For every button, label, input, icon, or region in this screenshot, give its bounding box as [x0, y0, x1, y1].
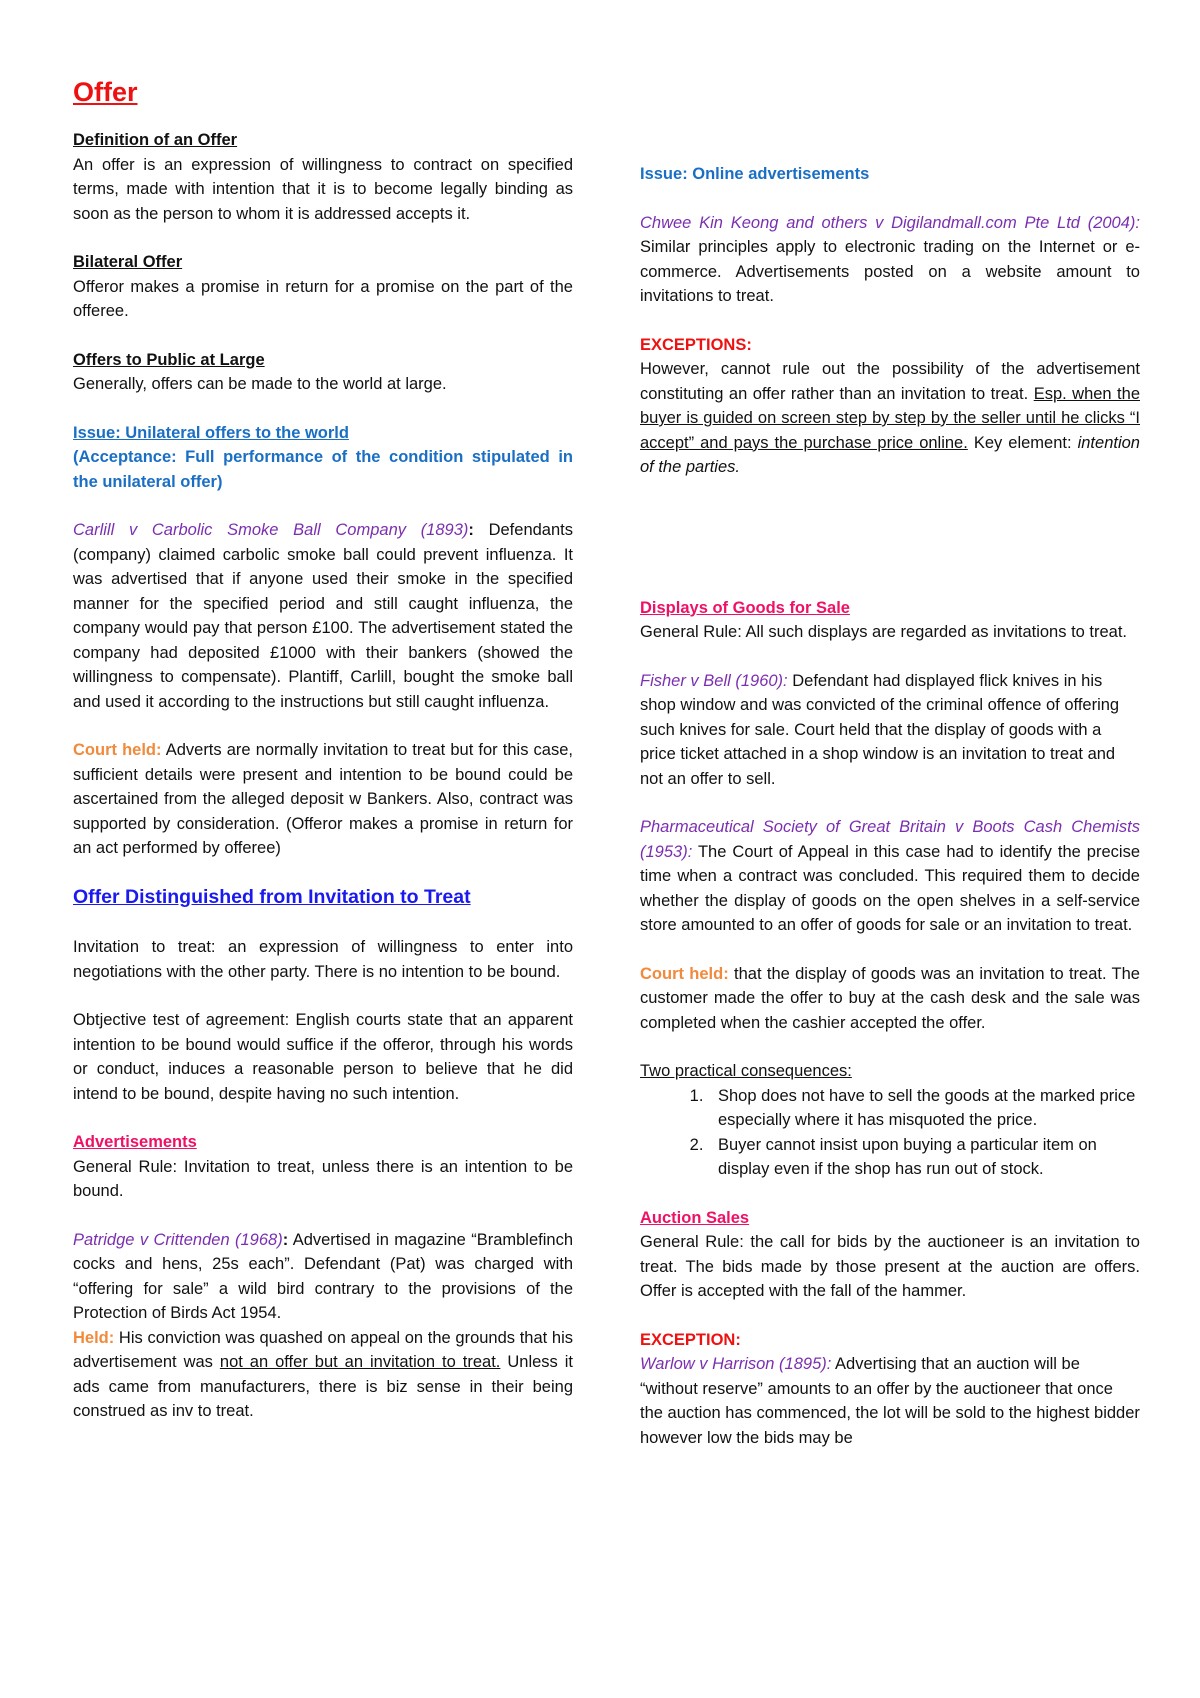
carlill-case [73, 518, 573, 714]
carlill-held [73, 738, 573, 861]
patridge-case [73, 1228, 573, 1424]
adverts-body: General Rule: Invitation to treat, unless there is an intention to be bound. [73, 1157, 573, 1200]
exceptions-body: However, cannot rule out the possibility of the advertisement constituting an offer rather than an invitation to treat. [640, 360, 1140, 403]
unilateral-issue-section [73, 421, 573, 495]
definition-section [73, 128, 573, 226]
exceptions-section [640, 333, 1140, 480]
boots-case [640, 815, 1140, 938]
adverts-section [73, 1130, 573, 1204]
held-body: Adverts are normally invitation to treat but for this case, sufficient details were present and intention to be bound could be ascertained from the alleged deposit w Bankers. Also, contract was supported by consideration. (Offeror makes a promise in return for an act performed by offeree) [73, 741, 573, 857]
definition-body: An offer is an expression of willingness to contract on specified terms, made with intention that it is to become legally binding as soon as the person to whom it is addressed accepts it. [73, 155, 573, 223]
case-separator: : [282, 1230, 289, 1249]
unilateral-issue-subheading: (Acceptance: Full performance of the condition stipulated in the unilateral offer) [73, 448, 573, 491]
online-issue-heading: Issue: Online advertisements [640, 165, 870, 183]
case-separator: : [468, 521, 474, 539]
boots-held [640, 962, 1140, 1036]
page-title: Offer [73, 77, 138, 107]
fisher-paragraph [640, 669, 1140, 792]
auction-exception-heading: EXCEPTION: [640, 1330, 741, 1349]
consequences-heading: Two practical consequences: [640, 1062, 852, 1080]
left-column [73, 76, 573, 1448]
chwee-paragraph [640, 211, 1140, 309]
case-body: Advertised in magazine “Bramblefinch cocks and hens, 25s each”. Defendant (Pat) was charged with “offering for sale” a wild bird contrary to the provisions of the Protection of Birds Act 1954. [73, 1230, 574, 1322]
exceptions-underlined: Esp. when the buyer is guided on screen step by step by the seller until he clicks “I accept” and pays the purchase price online. [640, 384, 1140, 452]
bilateral-body: Offeror makes a promise in return for a promise on the part of the offeree. [73, 277, 573, 320]
boots-paragraph [640, 815, 1140, 938]
bilateral-section [73, 250, 573, 324]
case-name: Patridge v Crittenden (1968) [73, 1230, 283, 1249]
itt-body: Invitation to treat: an expression of willingness to enter into negotiations with the other party. There is no intention to be bound. [73, 938, 573, 981]
held-body: His conviction was quashed on appeal on the grounds that his advertisement was [73, 1328, 573, 1371]
case-name: Fisher v Bell (1960): [640, 671, 788, 690]
objective-section [73, 1008, 573, 1106]
held-underlined: not an offer but an invitation to treat. [219, 1353, 501, 1371]
held-label: Court held: [640, 964, 729, 983]
auction-heading: Auction Sales [640, 1208, 750, 1227]
held-label: Court held: [73, 741, 162, 759]
distinguished-heading[interactable]: Offer Distinguished from Invitation to Treat [73, 885, 471, 908]
list-item: 1. Shop does not have to sell the goods at the marked price especially where it has misquoted the price. [708, 1084, 1140, 1133]
case-name: Carlill v Carbolic Smoke Ball Company (1893) [73, 521, 469, 539]
case-name: Warlow v Harrison (1895): [640, 1355, 832, 1373]
boots-held-paragraph [640, 962, 1140, 1036]
held-body: that the display of goods was an invitation to treat. The customer made the offer to buy at the cash desk and the sale was completed when the cashier accepted the offer. [640, 964, 1140, 1032]
right-column [640, 162, 1140, 1474]
held-tail: Unless it ads came from manufacturers, there is biz sense in their being construed as inv to treat. [73, 1353, 573, 1420]
objective-body: Obtjective test of agreement: English courts state that an apparent intention to be bound would suffice if the offeror, through his words or conduct, induces a reasonable person to believe that he did intend to be bound, despite having no such intention. [73, 1011, 573, 1103]
displays-heading: Displays of Goods for Sale [640, 598, 850, 617]
auction-section [640, 1206, 1140, 1304]
itt-section [73, 935, 573, 984]
list-item: 2. Buyer cannot insist upon buying a particular item on display even if the shop has run out of stock. [708, 1133, 1140, 1182]
public-body: Generally, offers can be made to the world at large. [73, 375, 447, 393]
key-element-value: intention of the parties. [640, 433, 1140, 476]
unilateral-issue-heading: Issue: Unilateral offers to the world [73, 423, 349, 442]
auction-exception-section [640, 1328, 1140, 1451]
case-name: Chwee Kin Keong and others v Digilandmall.com Pte Ltd (2004): [640, 213, 1140, 232]
patridge-paragraph [73, 1228, 573, 1326]
chwee-case [640, 211, 1140, 309]
fisher-case [640, 669, 1140, 792]
public-section [73, 348, 573, 397]
case-body: Similar principles apply to electronic trading on the Internet or e-commerce. Advertisements posted on a website amount to invitations to treat. [640, 238, 1140, 305]
consequences-list [640, 1084, 1140, 1182]
adverts-heading: Advertisements [73, 1133, 197, 1151]
auction-body: General Rule: the call for bids by the auctioneer is an invitation to treat. The bids made by those present at the auction are offers. Offer is accepted with the fall of the hammer. [640, 1233, 1140, 1300]
case-body: The Court of Appeal in this case had to identify the precise time when a contract was concluded. This required them to decide whether the display of goods on the open shelves in a self-service store amounted to an offer of goods for sale or an invitation to treat. [640, 842, 1140, 934]
case-name: Pharmaceutical Society of Great Britain v Boots Cash Chemists (1953): [640, 818, 1140, 861]
displays-body: General Rule: All such displays are regarded as invitations to treat. [640, 623, 1128, 641]
exceptions-paragraph [640, 357, 1140, 480]
definition-heading: Definition of an Offer [73, 131, 238, 149]
case-body: Defendant had displayed flick knives in his shop window and was convicted of the criminal offence of offering such knives for sale. Court held that the display of goods with a price ticket attached in a shop window is an invitation to treat and not an offer to sell. [640, 671, 1120, 788]
consequences-section [640, 1059, 1140, 1182]
spacer [640, 504, 1140, 596]
warlow-paragraph [640, 1352, 1140, 1450]
bilateral-heading: Bilateral Offer [73, 253, 183, 271]
case-body: Defendants (company) claimed carbolic smoke ball could prevent influenza. It was advertised that if anyone used their smoke in the specified manner for the specified period and still caught influenza, the company would pay that person £100. The advertisement stated the company had deposited £1000 with their bankers (showed the willingness to compensate). Plantiff, Carlill, bought the smoke ball and used it according to the instructions but still caught influenza. [73, 521, 573, 711]
patridge-held-paragraph [73, 1326, 573, 1424]
online-issue-section [640, 162, 1140, 187]
case-body: Advertising that an auction will be “without reserve” amounts to an offer by the auctioneer that once the auction has commenced, the lot will be sold to the highest bidder however low the bids may be [640, 1355, 1140, 1447]
key-element-label: Key element: [967, 433, 1078, 452]
displays-section [640, 596, 1140, 645]
public-heading: Offers to Public at Large [73, 350, 265, 369]
carlill-paragraph [73, 518, 573, 714]
exceptions-heading: EXCEPTIONS: [640, 335, 752, 354]
held-label: Held: [73, 1328, 115, 1347]
carlill-held-paragraph [73, 738, 573, 861]
